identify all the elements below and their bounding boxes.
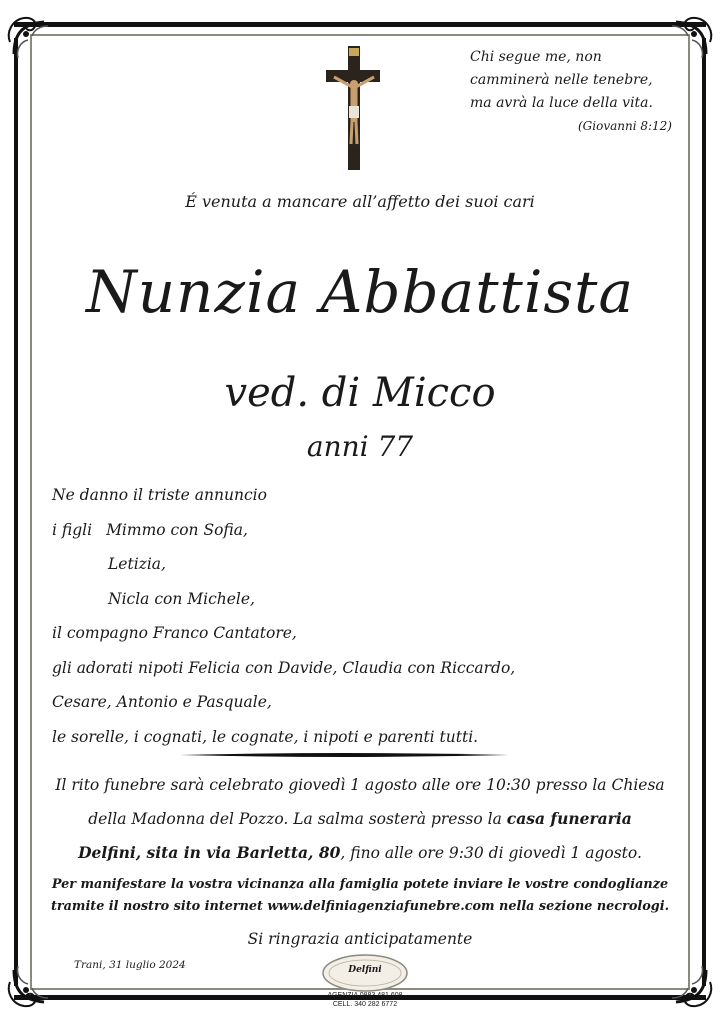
outer-frame-right xyxy=(702,38,706,986)
grandchildren-line: gli adorati nipoti Felicia con Davide, Claudia con Riccardo, xyxy=(52,658,516,677)
quote-line: Chi segue me, non xyxy=(470,49,602,65)
family-announcement xyxy=(52,478,672,754)
child-name: Nicla con Michele, xyxy=(108,589,255,608)
deceased-name: Nunzia Abbattista xyxy=(85,258,635,326)
funeral-details xyxy=(40,768,680,870)
condolences-note xyxy=(30,874,690,918)
agency-cell: CELL. 340 282 6772 xyxy=(332,1000,398,1008)
rite-bold-text: Delfini, sita in via Barletta, 80 xyxy=(78,843,341,862)
crucifix-icon xyxy=(324,44,382,172)
agency-logo xyxy=(318,953,412,1015)
partner-line: il compagno Franco Cantatore, xyxy=(52,624,297,642)
children-line xyxy=(52,513,672,548)
corner-ornament-icon xyxy=(4,12,54,62)
grandchildren-line: Cesare, Antonio e Pasquale, xyxy=(52,693,272,711)
quote-reference: (Giovanni 8:12) xyxy=(577,119,672,133)
condolences-line: tramite il nostro sito internet www.delfiniagenziafunebre.com nella sezione necrologi. xyxy=(50,899,670,914)
announcement-lead: Ne danno il triste annuncio xyxy=(52,486,267,504)
place-date: Trani, 31 luglio 2024 xyxy=(74,959,186,971)
rite-text: , fino alle ore 9:30 di giovedì 1 agosto. xyxy=(340,844,642,862)
agency-contacts xyxy=(318,992,412,1009)
deceased-age: anni 77 xyxy=(306,430,414,463)
rite-bold-text: casa funeraria xyxy=(506,809,632,828)
widow-of: ved. di Micco xyxy=(224,370,496,416)
child-name: Mimmo con Sofia, xyxy=(106,520,248,539)
rite-text: della Madonna del Pozzo. La salma sosterà presso la xyxy=(88,810,507,828)
corner-ornament-icon xyxy=(4,962,54,1012)
outer-frame-left xyxy=(14,38,18,986)
rite-line xyxy=(40,802,680,836)
condolences-line: Per manifestare la vostra vicinanza alla famiglia potete inviare le vostre condoglianze xyxy=(51,877,669,892)
agency-phone: AGENZIA 0883 481 608 xyxy=(327,992,403,999)
bible-quote xyxy=(470,46,678,138)
quote-line: ma avrà la luce della vita. xyxy=(470,95,653,111)
intro-text: É venuta a mancare all’affetto dei suoi cari xyxy=(185,192,535,211)
corner-ornament-icon xyxy=(666,962,716,1012)
child-name: Letizia, xyxy=(108,555,166,573)
rite-line: Il rito funebre sarà celebrato giovedì 1 agosto alle ore 10:30 presso la Chiesa xyxy=(55,776,665,794)
section-divider xyxy=(180,752,510,758)
relatives-line: le sorelle, i cognati, le cognate, i nipoti e parenti tutti. xyxy=(52,727,479,746)
thanks-text: Si ringrazia anticipatamente xyxy=(247,930,473,948)
quote-line: camminerà nelle tenebre, xyxy=(470,72,653,88)
agency-name: Delfini xyxy=(348,965,382,975)
rite-line xyxy=(40,836,680,870)
children-label: i figli xyxy=(52,520,93,539)
